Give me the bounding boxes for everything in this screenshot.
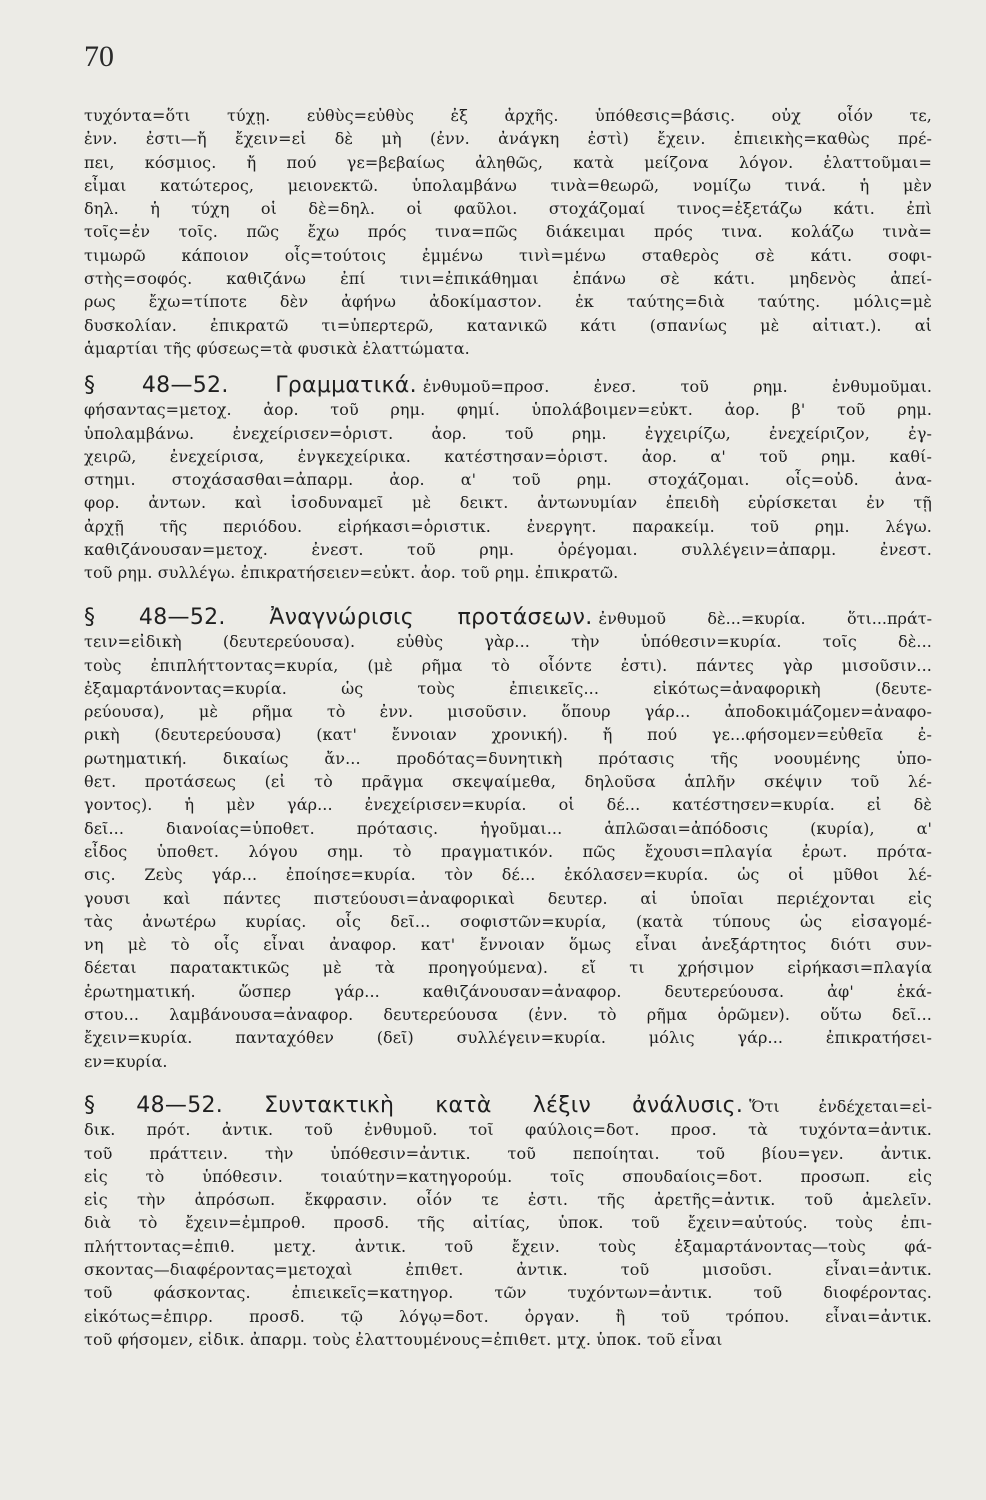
- text-line: Ὅτι ἐνδέχεται=εἰ-: [749, 1097, 933, 1116]
- text-line: εἶμαι κατώτερος, μειονεκτῶ. ὑπολαμβάνω τινὰ=θεωρῶ, νομίζω τινά. ἡ μὲν: [84, 175, 932, 195]
- text-line: τοῦ ρημ. συλλέγω. ἐπικρατήσειεν=εὐκτ. ἀορ. τοῦ ρημ. ἐπικρατῶ.: [84, 563, 619, 583]
- text-line: τοῖς=ἐν τοῖς. πῶς ἔχω πρός τινα=πῶς διάκειμαι πρός τινα. κολάζω τινὰ=: [84, 222, 932, 242]
- text-line: στου... λαμβάνουσα=ἀναφορ. δευτερεύουσα (ἐνν. τὸ ρῆμα ὁρῶμεν). οὕτω δεῖ...: [84, 1005, 932, 1025]
- text-line: τοῦ πράττειν. τὴν ὑπόθεσιν=ἀντικ. τοῦ πεποίηται. τοῦ βίου=γεν. ἀντικ.: [84, 1143, 932, 1163]
- text-line: σις. Ζεὺς γάρ... ἐποίησε=κυρία. τὸν δέ... ἐκόλασεν=κυρία. ὡς οἱ μῦθοι λέ-: [84, 865, 932, 885]
- text-line: τοῦ φήσομεν, εἰδικ. ἀπαρμ. τοὺς ἐλαττουμένους=ἐπιθετ. μτχ. ὑποκ. τοῦ εἶναι: [84, 1329, 723, 1349]
- section-clause-recognition: [84, 606, 932, 1073]
- text-line: ρωτηματική. δικαίως ἄν... προδότας=δυνητικὴ πρότασις τῆς νοουμένης ὑπο-: [84, 748, 932, 768]
- section-grammar: [84, 374, 932, 585]
- text-line: νη μὲ τὸ οἷς εἶναι ἀναφορ. κατ' ἔννοιαν ὅμως εἶναι ἀνεξάρτητος διότι συν-: [84, 935, 932, 955]
- text-line: φήσαντας=μετοχ. ἀορ. τοῦ ρημ. φημί. ὑπολάβοιμεν=εὐκτ. ἀορ. β' τοῦ ρημ.: [84, 400, 932, 420]
- text-line: ἐνθυμοῦ δὲ...=κυρία. ὅτι...πράτ-: [598, 609, 932, 628]
- text-line: χειρῶ, ἐνεχείρισα, ἐνγκεχείρικα. κατέστησαν=ὁριστ. ἀορ. α' τοῦ ρημ. καθί-: [84, 446, 932, 466]
- section-heading: § 48—52. Γραμματικά.: [84, 373, 417, 398]
- text-line: καθιζάνουσαν=μετοχ. ἐνεστ. τοῦ ρημ. ὀρέγομαι. συλλέγειν=ἀπαρμ. ἐνεστ.: [84, 540, 932, 560]
- text-line: φορ. ἀντων. καὶ ἰσοδυναμεῖ μὲ δεικτ. ἀντωνυμίαν ἐπειδὴ εὑρίσκεται ἐν τῇ: [84, 493, 932, 513]
- text-line: δηλ. ἡ τύχη οἱ δὲ=δηλ. οἱ φαῦλοι. στοχάζομαί τινος=ἐξετάζω κάτι. ἐπὶ: [84, 199, 932, 219]
- text-line: σκοντας—διαφέροντας=μετοχαὶ ἐπιθετ. ἀντικ. τοῦ μισοῦσι. εἶναι=ἀντικ.: [84, 1260, 932, 1280]
- section-heading-line: [84, 1094, 932, 1118]
- text-line: δικ. πρότ. ἀντικ. τοῦ ἐνθυμοῦ. τοῖ φαύλοις=δοτ. προσ. τὰ τυχόντα=ἀντικ.: [84, 1120, 932, 1140]
- text-line: πλήττοντας=ἐπιθ. μετχ. ἀντικ. τοῦ ἔχειν. τοὺς ἐξαμαρτάνοντας—τοὺς φά-: [84, 1236, 932, 1256]
- text-line: ρως ἔχω=τίποτε δὲν ἀφήνω ἀδοκίμαστον. ἐκ ταύτης=διὰ ταύτης. μόλις=μὲ: [84, 292, 932, 312]
- text-line: εν=κυρία.: [84, 1051, 168, 1071]
- text-line: τυχόντα=ὅτι τύχῃ. εὐθὺς=εὐθὺς ἐξ ἀρχῆς. ὑπόθεσις=βάσις. οὐχ οἷόν τε,: [84, 106, 932, 125]
- text-line: ἔχειν=κυρία. πανταχόθεν (δεῖ) συλλέγειν=κυρία. μόλις γάρ... ἐπικρατήσει-: [84, 1028, 932, 1048]
- text-line: ἐρωτηματική. ὥσπερ γάρ... καθιζάνουσαν=ἀναφορ. δευτερεύουσα. ἀφ' ἑκά-: [84, 981, 932, 1001]
- text-line: ἐξαμαρτάνοντας=κυρία. ὡς τοὺς ἐπιεικεῖς... εἰκότως=ἀναφορικὴ (δευτε-: [84, 678, 932, 698]
- glossary-paragraph: [84, 104, 932, 360]
- text-line: ἁμαρτίαι τῆς φύσεως=τὰ φυσικὰ ἐλαττώματα.: [84, 338, 470, 358]
- text-line: τοῦ φάσκοντας. ἐπιεικεῖς=κατηγορ. τῶν τυχόντων=ἀντικ. τοῦ διοφέροντας.: [84, 1283, 932, 1303]
- text-line: ρεύουσα), μὲ ρῆμα τὸ ἐνν. μισοῦσιν. ὅπουρ γάρ... ἀποδοκιμάζομεν=ἀναφο-: [84, 702, 932, 722]
- text-line: στὴς=σοφός. καθιζάνω ἐπί τινι=ἐπικάθημαι ἐπάνω σὲ κάτι. μηδενὸς ἀπεί-: [84, 269, 932, 289]
- text-line: γουσι καὶ πάντες πιστεύουσι=ἀναφορικαὶ δευτερ. αἱ ὑποῖαι περιέχονται εἰς: [84, 888, 932, 908]
- text-line: πει, κόσμιος. ἤ πού γε=βεβαίως ἀληθῶς, κατὰ μείζονα λόγον. ἐλαττοῦμαι=: [84, 152, 932, 172]
- text-line: ρικὴ (δευτερεύουσα) (κατ' ἔννοιαν χρονική). ἤ πού γε...φήσομεν=εὐθεῖα ἐ-: [84, 725, 932, 745]
- text-line: εἰς τὴν ἀπρόσωπ. ἔκφρασιν. οἷόν τε ἐστι. τῆς ἀρετῆς=ἀντικ. τοῦ ἀμελεῖν.: [84, 1190, 932, 1210]
- text-line: διὰ τὸ ἔχειν=ἐμπροθ. προσδ. τῆς αἰτίας, ὑποκ. τοῦ ἔχειν=αὐτούς. τοὺς ἐπι-: [84, 1213, 932, 1233]
- text-line: ὑπολαμβάνω. ἐνεχείρισεν=ὁριστ. ἀορ. τοῦ ρημ. ἐγχειρίζω, ἐνεχείριζον, ἐγ-: [84, 423, 932, 443]
- section-heading-line: [84, 606, 932, 630]
- page-number: 70: [84, 40, 114, 73]
- text-line: γοντος). ἡ μὲν γάρ... ἐνεχείρισεν=κυρία. οἱ δέ... κατέστησεν=κυρία. εἰ δὲ: [84, 795, 932, 815]
- text-line: θετ. προτάσεως (εἰ τὸ πρᾶγμα σκεψαίμεθα, δηλοῦσα ἁπλῆν σκέψιν τοῦ λέ-: [84, 772, 932, 792]
- text-line: τοὺς ἐπιπλήττοντας=κυρία, (μὲ ρῆμα τὸ οἷόντε ἐστι). πάντες γὰρ μισοῦσιν...: [84, 655, 932, 675]
- text-line: εἰς τὸ ὑπόθεσιν. τοιαύτην=κατηγορούμ. τοῖς σπουδαίοις=δοτ. προσωπ. εἰς: [84, 1166, 932, 1186]
- text-line: τιμωρῶ κάποιον οἷς=τούτοις ἐμμένω τινὶ=μένω σταθερὸς σὲ κάτι. σοφι-: [84, 245, 932, 265]
- text-line: στημι. στοχάσασθαι=ἀπαρμ. ἀορ. α' τοῦ ρημ. στοχάζομαι. οἷς=οὐδ. ἀνα-: [84, 470, 932, 490]
- text-line: δυσκολίαν. ἐπικρατῶ τι=ὑπερτερῶ, κατανικῶ κάτι (σπανίως μὲ αἰτιατ.). αἱ: [84, 315, 932, 335]
- text-line: δέεται παρατακτικῶς μὲ τὰ προηγούμενα). εἴ τι χρήσιμον εἰρήκασι=πλαγία: [84, 958, 932, 978]
- text-line: εἶδος ὑποθετ. λόγου σημ. τὸ πραγματικόν. πῶς ἔχουσι=πλαγία ἐρωτ. πρότα-: [84, 841, 932, 861]
- text-line: ἐνθυμοῦ=προσ. ἐνεσ. τοῦ ρημ. ἐνθυμοῦμαι.: [422, 377, 933, 396]
- text-line: ἀρχῇ τῆς περιόδου. εἰρήκασι=ὁριστικ. ἐνεργητ. παρακείμ. τοῦ ρημ. λέγω.: [84, 516, 932, 536]
- text-line: τὰς ἀνωτέρω κυρίας. οἷς δεῖ... σοφιστῶν=κυρία, (κατὰ τύπους ὡς εἰσαγομέ-: [84, 911, 932, 931]
- section-heading-line: [84, 374, 932, 398]
- section-syntax-analysis: [84, 1094, 932, 1351]
- section-heading: § 48—52. Συντακτικὴ κατὰ λέξιν ἀνάλυσις.: [84, 1093, 744, 1118]
- text-line: ἐνν. ἐστι—ἤ ἔχειν=εἰ δὲ μὴ (ἐνν. ἀνάγκη ἐστὶ) ἔχειν. ἐπιεικὴς=καθὼς πρέ-: [84, 129, 932, 149]
- text-line: εἰκότως=ἐπιρρ. προσδ. τῷ λόγῳ=δοτ. ὀργαν. ἢ τοῦ τρόπου. εἶναι=ἀντικ.: [84, 1306, 932, 1326]
- section-heading: § 48—52. Ἀναγνώρισις προτάσεων.: [84, 605, 593, 630]
- text-line: δεῖ... διανοίας=ὑποθετ. πρότασις. ἡγοῦμαι... ἁπλῶσαι=ἀπόδοσις (κυρία), α': [84, 818, 932, 838]
- text-line: τειν=εἰδικὴ (δευτερεύουσα). εὐθὺς γὰρ... τὴν ὑπόθεσιν=κυρία. τοῖς δὲ...: [84, 632, 932, 652]
